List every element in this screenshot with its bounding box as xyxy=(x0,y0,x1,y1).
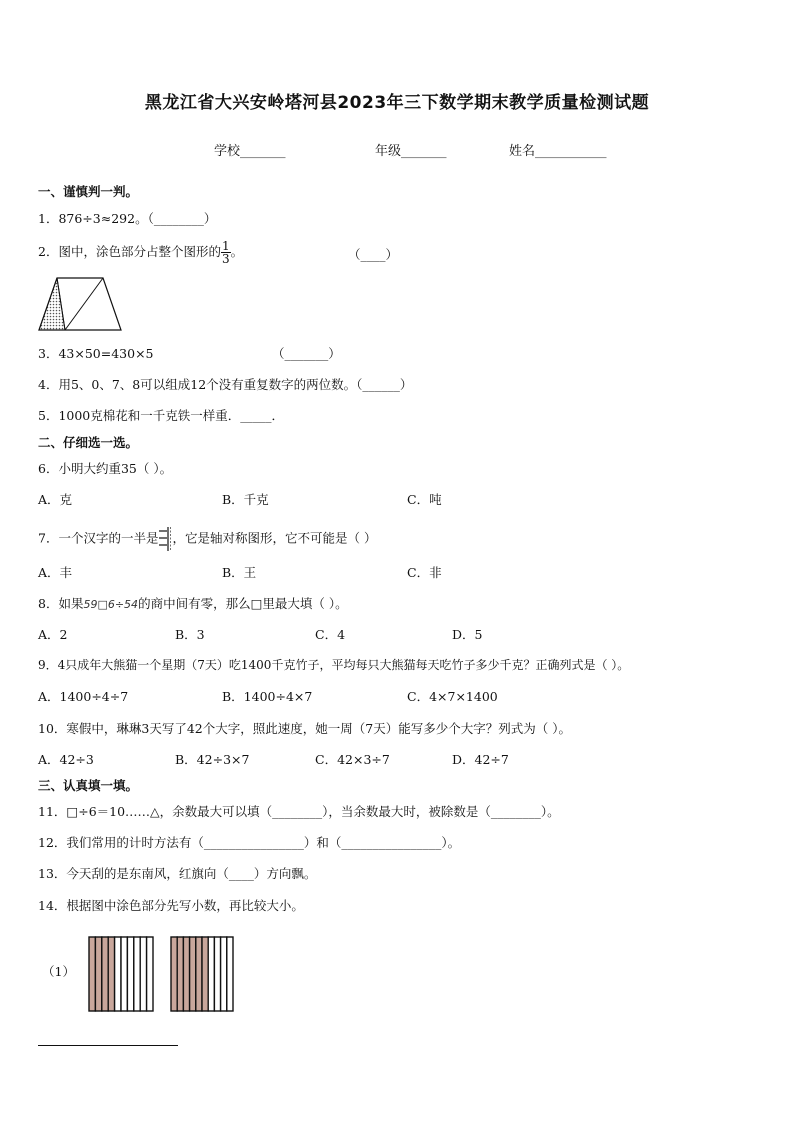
question-2-blank: （____） xyxy=(348,247,399,262)
section-heading-2: 二、仔细选一选。 xyxy=(38,435,139,450)
question-14: 14．根据图中涂色部分先写小数，再比较大小。 xyxy=(38,898,304,913)
school-field: 学校_______ xyxy=(214,144,286,159)
fraction-one-third xyxy=(221,240,231,265)
decimal-strips-left xyxy=(88,936,154,1012)
question-14-part-label: （1） xyxy=(42,964,75,979)
empty-strip xyxy=(140,937,146,1011)
q8-option-c: C．4 xyxy=(315,627,346,642)
name-field: 姓名___________ xyxy=(509,144,607,159)
question-3-blank: （_______） xyxy=(272,346,341,361)
question-2-end: 。 xyxy=(230,244,244,259)
shaded-strip xyxy=(95,937,101,1011)
q6-option-c: C．吨 xyxy=(407,492,442,507)
shaded-strip xyxy=(177,937,183,1011)
empty-strip xyxy=(214,937,220,1011)
trapezoid-figure xyxy=(37,276,123,332)
empty-strip xyxy=(121,937,127,1011)
q7-option-b: B．王 xyxy=(222,565,257,580)
q9-option-c: C．4×7×1400 xyxy=(407,689,498,704)
footnote-divider xyxy=(38,1045,178,1046)
q9-option-b: B．1400÷4×7 xyxy=(222,689,313,704)
fraction-denominator: 3 xyxy=(221,252,230,266)
q6-option-b: B．千克 xyxy=(222,492,269,507)
question-13: 13．今天刮的是东南风，红旗向（____）方向飘。 xyxy=(38,866,317,881)
question-5: 5．1000克棉花和一千克铁一样重．_____． xyxy=(38,408,285,423)
question-3: 3．43×50=430×5 xyxy=(38,346,154,361)
page-title: 黑龙江省大兴安岭塔河县2023年三下数学期末教学质量检测试题 xyxy=(144,93,650,113)
shaded-strip xyxy=(108,937,114,1011)
q6-option-a: A．克 xyxy=(38,492,73,507)
empty-strip xyxy=(221,937,227,1011)
question-2-text: 2．图中，涂色部分占整个图形的 xyxy=(38,244,221,259)
question-7 xyxy=(38,526,376,552)
q8-option-a: A．2 xyxy=(38,627,68,642)
q8-option-d: D．5 xyxy=(452,627,483,642)
half-character-glyph xyxy=(158,526,172,552)
shaded-strip xyxy=(183,937,189,1011)
question-7-text: 7．一个汉字的一半是 xyxy=(38,530,159,546)
decimal-strips-right xyxy=(170,936,234,1012)
section-heading-3: 三、认真填一填。 xyxy=(38,778,139,793)
shaded-strip xyxy=(202,937,208,1011)
q10-option-b: B．42÷3×7 xyxy=(175,752,250,767)
q10-option-d: D．42÷7 xyxy=(452,752,509,767)
empty-strip xyxy=(134,937,140,1011)
question-11: 11．□÷6＝10……△，余数最大可以填（________），当余数最大时，被除数是（________）。 xyxy=(38,804,560,819)
q7-option-a: A．丰 xyxy=(38,565,73,580)
question-8 xyxy=(38,594,348,612)
empty-strip xyxy=(115,937,121,1011)
q10-option-a: A．42÷3 xyxy=(38,752,94,767)
q9-option-a: A．1400÷4÷7 xyxy=(38,689,129,704)
question-8-text-end: 的商中间有零，那么□里最大填（ ）。 xyxy=(138,596,348,611)
q10-option-c: C．42×3÷7 xyxy=(315,752,390,767)
shaded-strip xyxy=(190,937,196,1011)
q8-option-b: B．3 xyxy=(175,627,205,642)
shaded-strip xyxy=(171,937,177,1011)
q7-option-c: C．非 xyxy=(407,565,442,580)
question-1: 1．876÷3≈292。（________） xyxy=(38,211,217,226)
question-10: 10．寒假中，琳琳3天写了42个大字，照此速度，她一周（7天）能写多少个大字？列式为（ ）。 xyxy=(38,721,571,736)
question-4: 4．用5、0、7、8可以组成12个没有重复数字的两位数。（______） xyxy=(38,377,413,392)
shaded-strip xyxy=(102,937,108,1011)
question-2 xyxy=(38,240,243,265)
shaded-strip xyxy=(89,937,95,1011)
empty-strip xyxy=(208,937,214,1011)
question-8-text: 8．如果 xyxy=(38,596,84,611)
grade-field: 年级_______ xyxy=(375,144,447,159)
shaded-strip xyxy=(196,937,202,1011)
question-8-expression: 59□6÷54 xyxy=(83,598,139,611)
section-heading-1: 一、谨慎判一判。 xyxy=(38,184,139,199)
question-7-text-end: ，它是轴对称图形，它不可能是（ ） xyxy=(172,530,377,546)
question-9: 9．4只成年大熊猫一个星期（7天）吃1400千克竹子，平均每只大熊猫每天吃竹子多少千克？正确列式是（ ）。 xyxy=(38,658,630,672)
empty-strip xyxy=(127,937,133,1011)
empty-strip xyxy=(147,937,153,1011)
fraction-numerator: 1 xyxy=(221,239,230,253)
question-12: 12．我们常用的计时方法有（________________）和（________________）。 xyxy=(38,835,461,850)
empty-strip xyxy=(227,937,233,1011)
question-6: 6．小明大约重35（ ）。 xyxy=(38,461,173,476)
